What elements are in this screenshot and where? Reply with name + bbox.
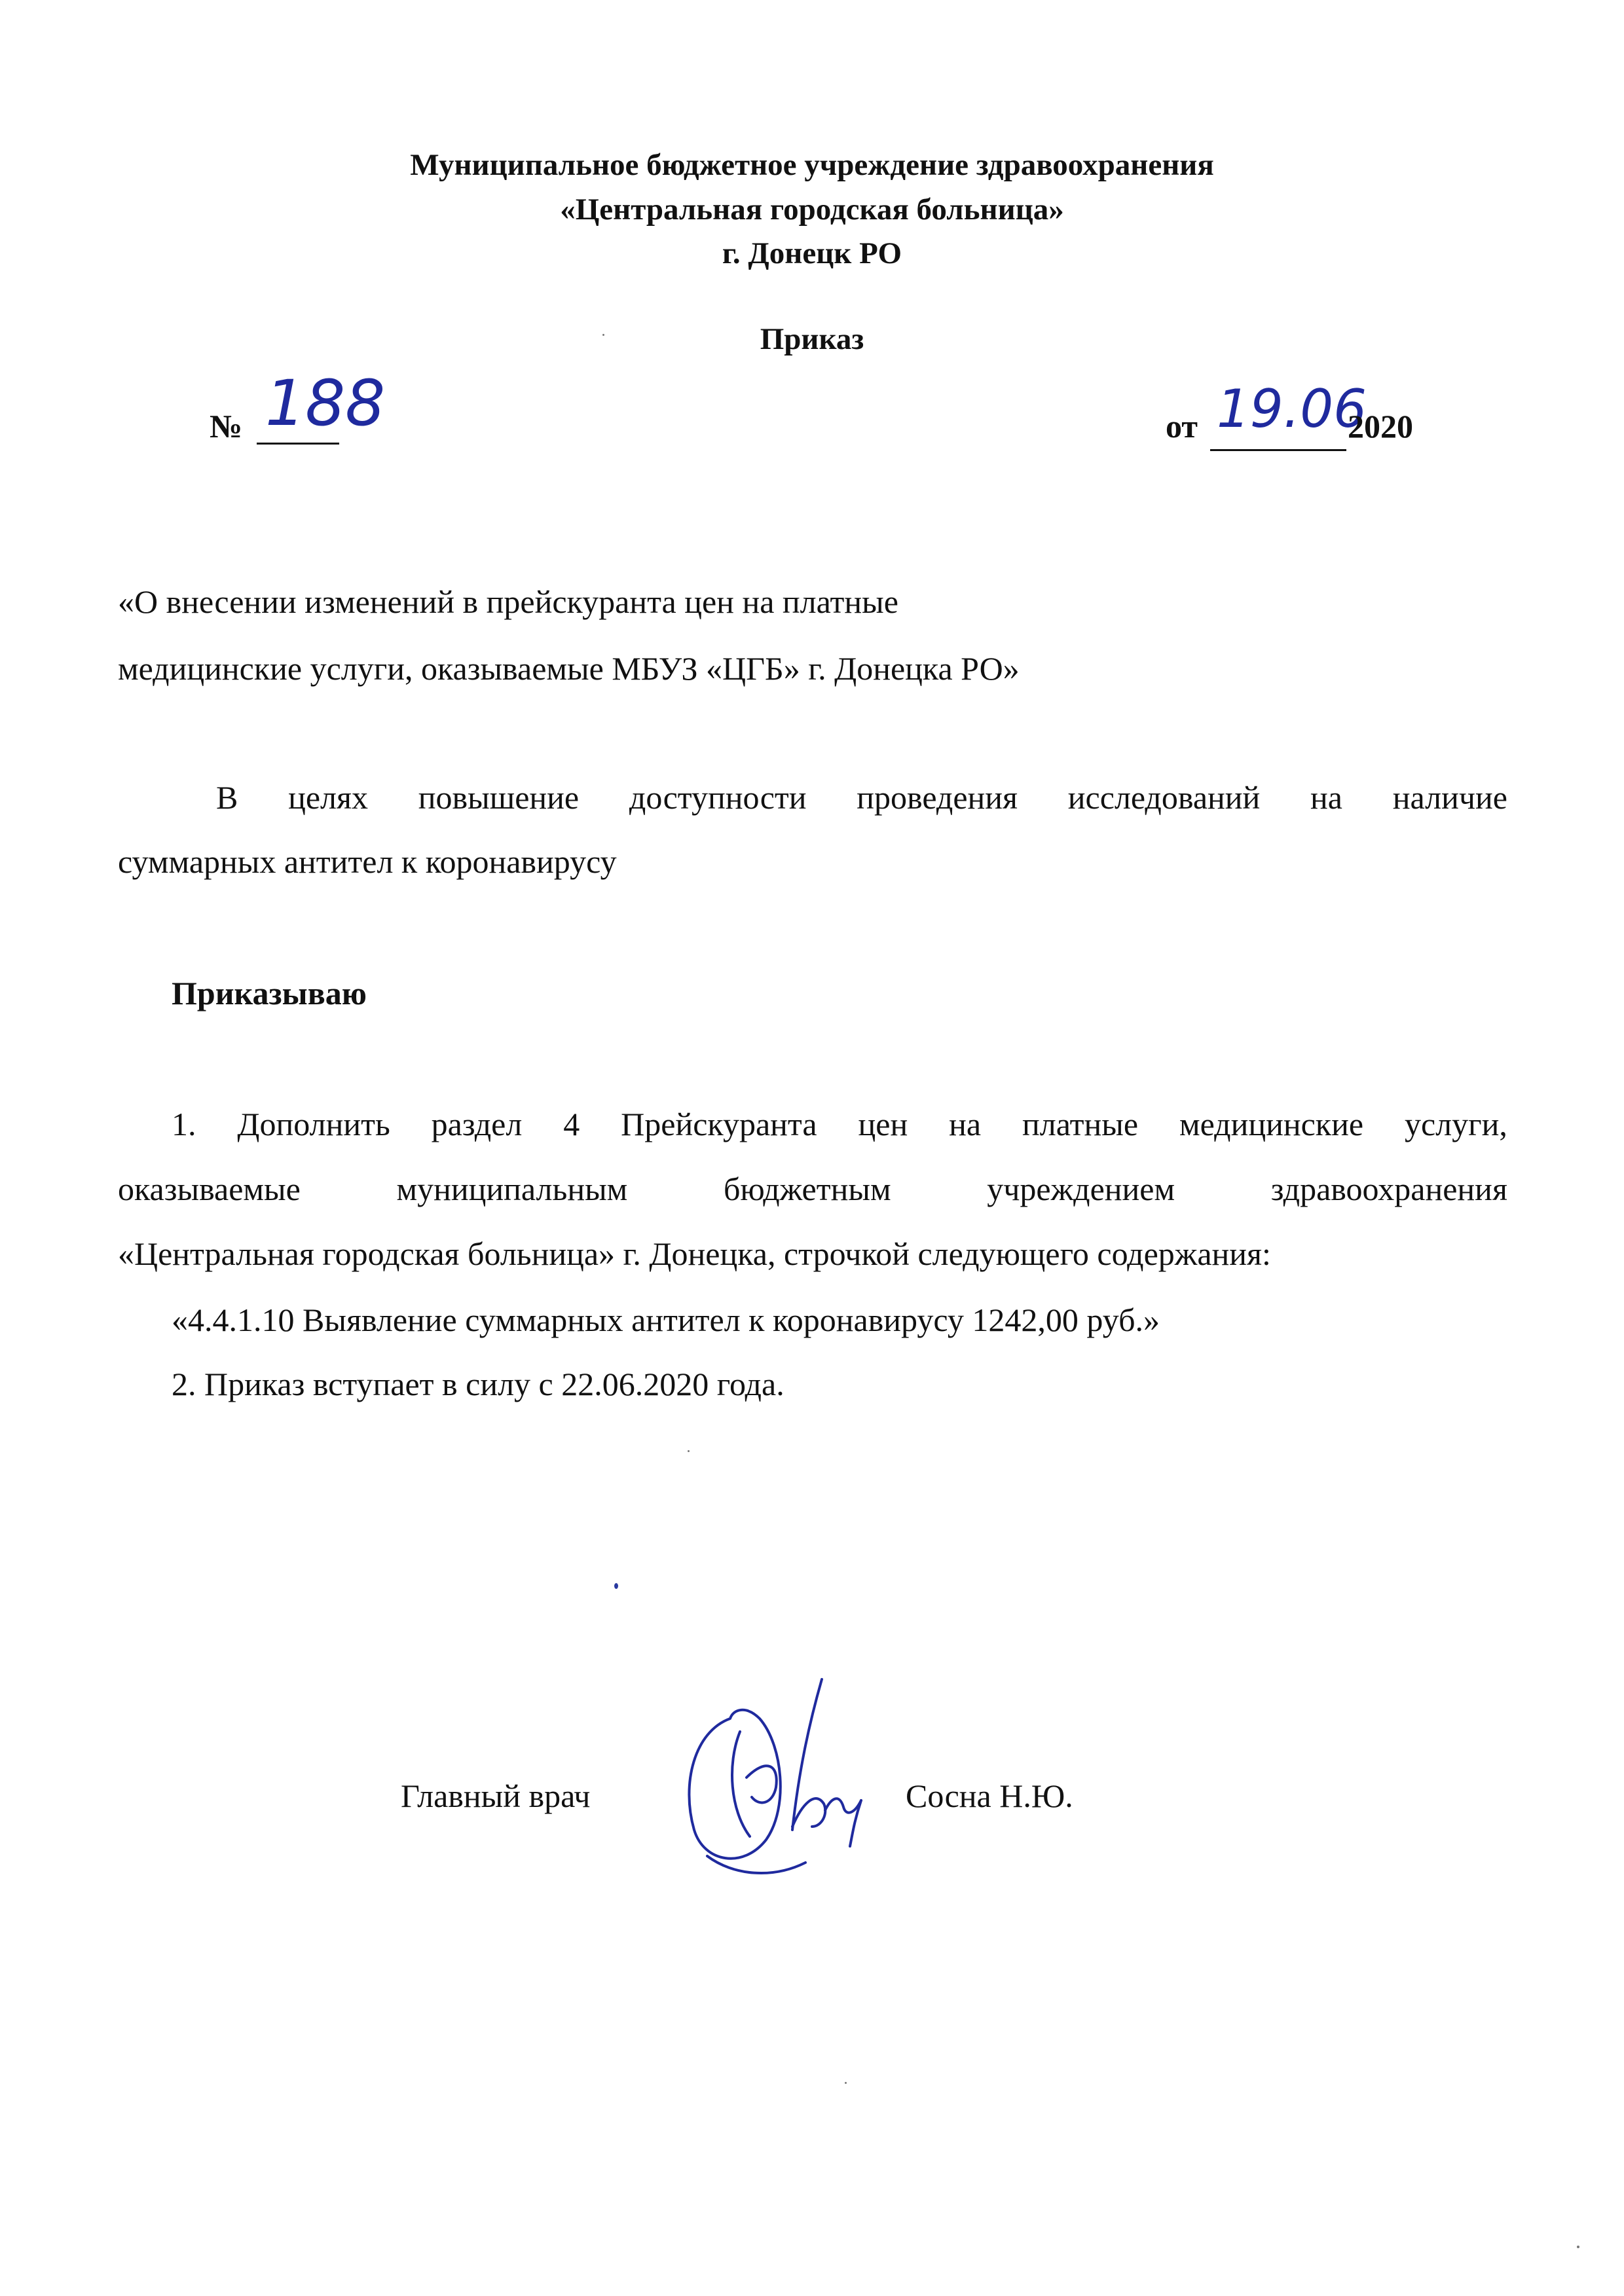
order-number-handwritten: 188 (265, 367, 386, 440)
item1-word: бюджетным (723, 1171, 891, 1207)
header-city: г. Донецк РО (722, 236, 902, 270)
scan-speck (1577, 2246, 1579, 2248)
preamble-word: целях (288, 779, 369, 816)
signature-position: Главный врач (401, 1777, 591, 1814)
preamble-word: наличие (1392, 779, 1507, 816)
item2-effective-date: 2. Приказ вступает в силу с 22.06.2020 года. (172, 1366, 784, 1402)
item1-word: услуги, (1404, 1106, 1507, 1142)
header-hospital-name: «Центральная городская больница» (560, 192, 1064, 227)
order-directive-word: Приказываю (172, 975, 367, 1011)
order-number-label: № (210, 408, 243, 445)
scan-speck (602, 334, 604, 336)
item1-word: на (949, 1106, 982, 1142)
scan-speck (845, 2082, 847, 2084)
item1-word: Прейскуранта (621, 1106, 817, 1142)
item1-word: муниципальным (396, 1171, 628, 1207)
item1-word: Дополнить (237, 1106, 390, 1142)
order-number-underline (257, 443, 339, 445)
preamble-word: повышение (418, 779, 580, 816)
header-organization-line: Муниципальное бюджетное учреждение здравоохранения (410, 148, 1214, 182)
item1-word: оказываемые (118, 1171, 301, 1207)
preamble-word: доступности (629, 779, 807, 816)
preamble-line-2: суммарных антител к коронавирусу (118, 843, 617, 880)
signature-name: Сосна Н.Ю. (906, 1777, 1073, 1814)
subject-line-2: медицинские услуги, оказываемые МБУЗ «ЦГБ» г. Донецка РО» (118, 650, 1020, 687)
preamble-word: В (216, 779, 238, 816)
order-date-year: 2020 (1348, 408, 1413, 445)
preamble-word: исследований (1067, 779, 1261, 816)
preamble-word: на (1310, 779, 1342, 816)
item1-word: цен (858, 1106, 908, 1142)
order-date-handwritten: 19.06 (1217, 378, 1367, 439)
order-date-label: от (1166, 408, 1198, 445)
preamble-word: проведения (857, 779, 1018, 816)
item1-word: платные (1022, 1106, 1139, 1142)
preamble-line-1 (216, 777, 1507, 818)
ink-speck (614, 1583, 618, 1589)
item1-word: здравоохранения (1270, 1171, 1507, 1207)
item1-word: учреждением (987, 1171, 1175, 1207)
item1-word: 1. (172, 1106, 196, 1142)
item1-word: 4 (563, 1106, 580, 1142)
scan-speck (688, 1450, 690, 1452)
order-date-underline (1210, 449, 1346, 451)
subject-line-1: «О внесении изменений в прейскуранта цен на платные (118, 583, 898, 620)
item1-price-quote: «4.4.1.10 Выявление суммарных антител к коронавирусу 1242,00 руб.» (172, 1302, 1160, 1338)
item1-word: медицинские (1179, 1106, 1364, 1142)
order-title: Приказ (760, 322, 864, 356)
item1-word: раздел (431, 1106, 523, 1142)
item1-line-2 (118, 1169, 1507, 1209)
item1-line-3: «Центральная городская больница» г. Донецка, строчкой следующего содержания: (118, 1235, 1271, 1272)
item1-line-1 (172, 1104, 1507, 1144)
signature-scribble (668, 1673, 884, 1895)
